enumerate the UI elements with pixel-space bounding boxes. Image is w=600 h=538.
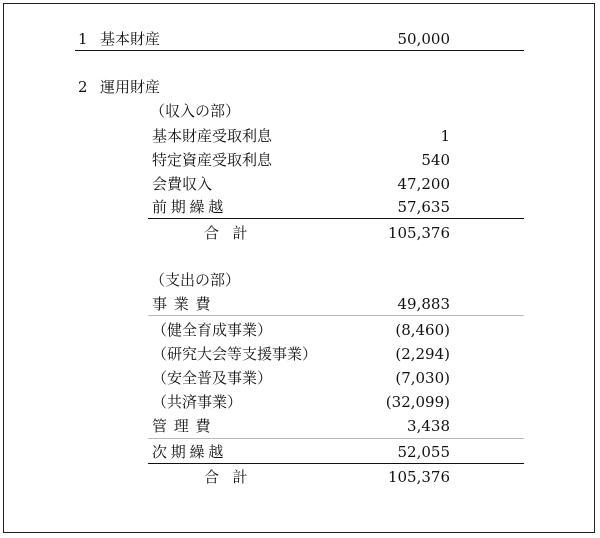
section-2-row [78,75,450,99]
expense-total-row [152,465,450,489]
income-amount: 1 [440,127,450,145]
income-label: 前期繰越 [152,198,228,216]
section-1-underline [75,50,524,51]
expense-row [152,366,450,390]
income-row [152,195,450,219]
expense-divider [148,315,524,316]
expense-label: 管理費 [152,417,218,435]
section-1-amount: 50,000 [397,30,450,48]
expense-amount: (7,030) [395,369,450,387]
income-label: 基本財産受取利息 [152,127,273,145]
expense-label: 次期繰越 [152,443,228,461]
expense-amount: 49,883 [397,295,450,313]
section-1-number: 1 [78,30,88,48]
expense-row [152,292,450,316]
expense-row [152,414,450,438]
expense-label: 事業費 [152,295,218,313]
expense-row [152,440,450,464]
expense-label: （安全普及事業） [152,369,273,387]
income-amount: 47,200 [397,175,450,193]
section-1-title: 基本財産 [100,30,161,48]
income-row [152,172,450,196]
income-header: （収入の部） [150,102,241,120]
income-total-row [152,221,450,245]
income-total-amount: 105,376 [387,224,450,242]
expense-amount: 52,055 [397,443,450,461]
expense-row [152,342,450,366]
expense-amount: (2,294) [395,345,450,363]
income-total-label: 合計 [204,224,262,242]
expense-row [152,390,450,414]
income-amount: 540 [421,151,450,169]
expense-amount: (32,099) [385,393,450,411]
income-label: 会費収入 [152,175,213,193]
expense-total-line [148,463,524,464]
income-row [152,148,450,172]
expense-amount: 3,438 [407,417,450,435]
expense-divider [148,438,524,439]
section-2-title: 運用財産 [100,78,161,96]
expense-total-label: 合計 [204,468,262,486]
expense-label: （健全育成事業） [152,321,273,339]
expense-amount: (8,460) [395,321,450,339]
expense-label: （研究大会等支援事業） [152,345,318,363]
expense-label: （共済事業） [152,393,243,411]
expense-total-amount: 105,376 [387,468,450,486]
income-total-line [148,218,524,219]
expense-row [152,318,450,342]
income-row [152,124,450,148]
expense-header: （支出の部） [150,271,241,289]
section-1-row [78,27,450,51]
income-label: 特定資産受取利息 [152,151,273,169]
income-amount: 57,635 [397,198,450,216]
section-2-number: 2 [78,78,88,96]
